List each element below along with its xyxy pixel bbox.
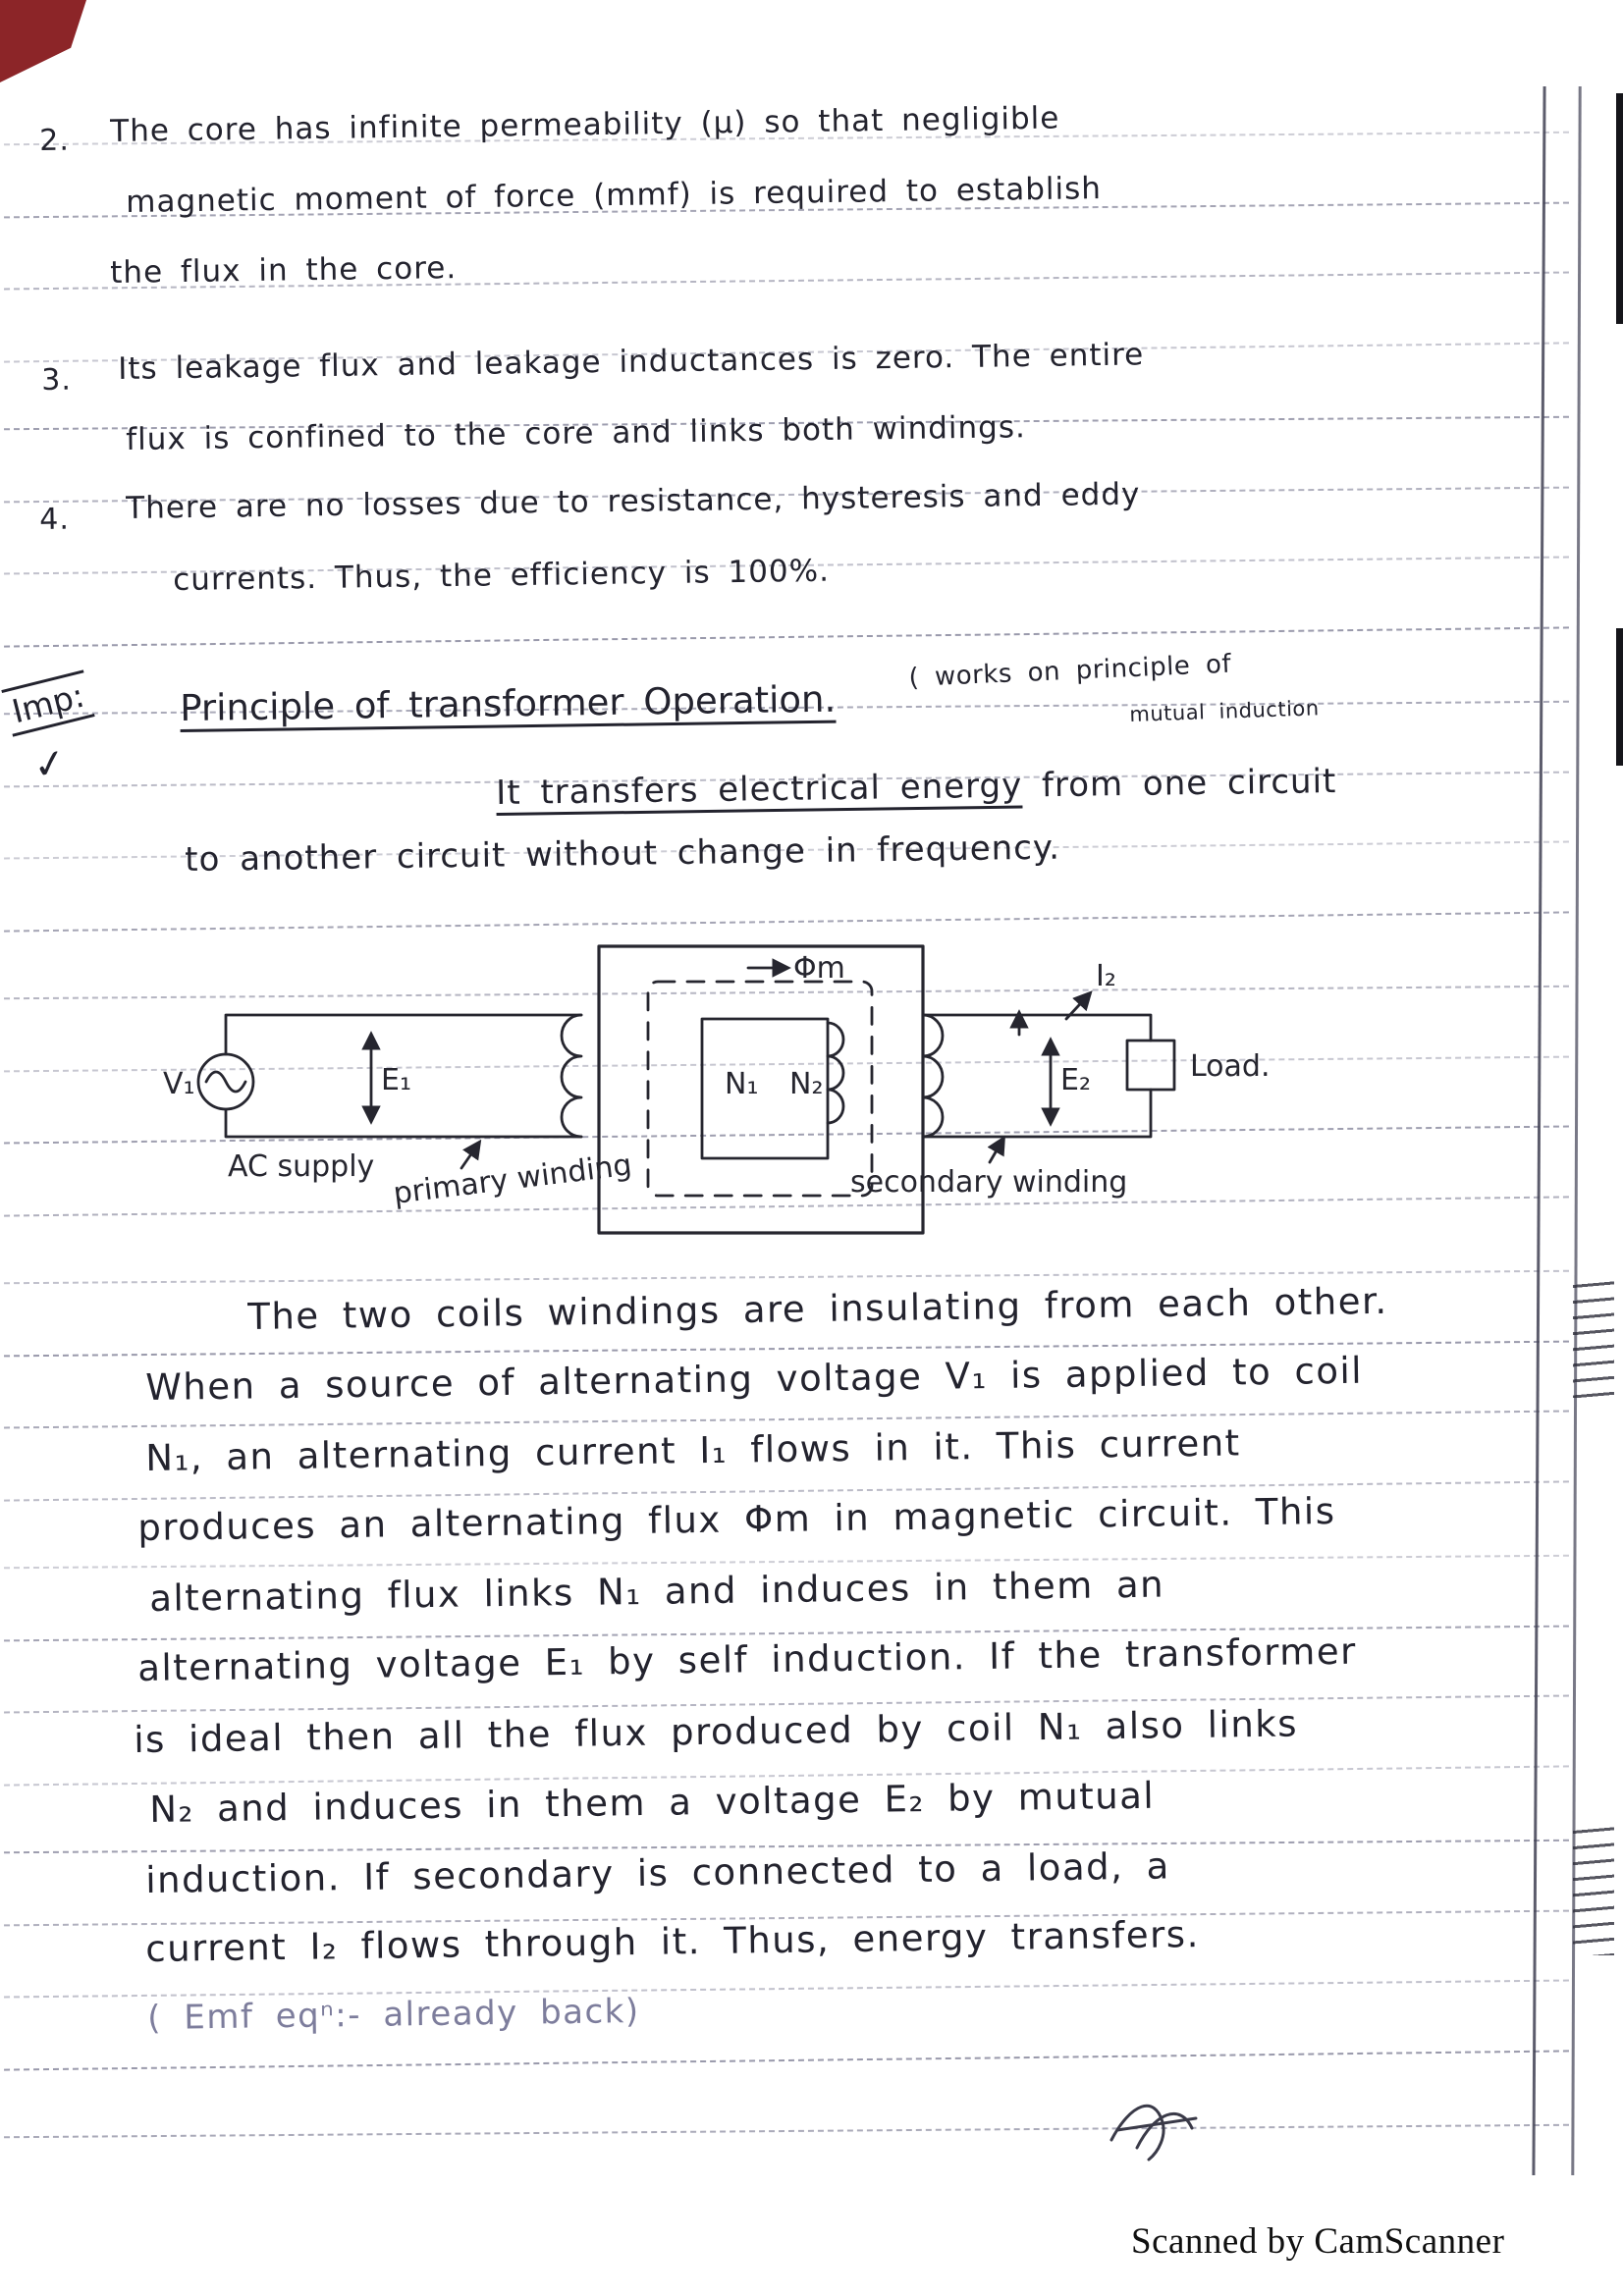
secondary-coil	[923, 1015, 943, 1137]
scan-corner-artifact	[0, 0, 86, 82]
list-item-line: There are no losses due to resistance, hysteresis and eddy	[126, 476, 1141, 526]
section-title: Principle of transformer Operation.	[180, 677, 837, 729]
e2-label: E₂	[1060, 1063, 1091, 1097]
ac-supply-label: AC supply	[228, 1149, 375, 1184]
paragraph-line: N₁, an alternating current I₁ flows in it. This current	[145, 1421, 1241, 1479]
list-item-line: currents. Thus, the efficiency is 100%.	[173, 553, 831, 598]
primary-top-wire	[226, 1015, 581, 1054]
page-edge-mark	[1616, 628, 1623, 766]
subtitle-underlined: It transfers electrical energy	[496, 766, 1023, 813]
list-item-line: magnetic moment of force (mmf) is required to establish	[126, 171, 1103, 220]
n1-label: N₁	[725, 1067, 759, 1101]
secondary-top-wire	[923, 1015, 1151, 1041]
paragraph-line: The two coils windings are insulating from each other.	[247, 1279, 1388, 1338]
paragraph-line: alternating voltage E₁ by self induction. If the transformer	[137, 1629, 1358, 1689]
ruled-line	[4, 626, 1569, 647]
transformer-circuit-diagram	[137, 925, 1355, 1278]
signature-scribble	[1098, 2079, 1216, 2177]
n2-label: N₂	[789, 1067, 824, 1101]
list-item-line: The core has infinite permeability (µ) so that negligible	[110, 100, 1060, 149]
secondary-bottom-wire	[923, 1090, 1151, 1137]
list-item-line: flux is confined to the core and links both windings.	[126, 409, 1027, 457]
v1-label: V₁	[163, 1067, 195, 1101]
secondary-winding-label: secondary winding	[850, 1165, 1128, 1200]
load-box	[1127, 1041, 1174, 1090]
i2-label: I₂	[1096, 959, 1116, 993]
side-note: mutual induction	[1129, 696, 1320, 726]
paragraph-line: produces an alternating flux Φm in magnetic circuit. This	[137, 1489, 1336, 1549]
load-label: Load.	[1190, 1049, 1271, 1084]
ruled-line	[4, 1555, 1569, 1570]
paragraph-line: is ideal then all the flux produced by coil N₁ also links	[134, 1702, 1299, 1761]
subtitle-line	[496, 762, 1337, 813]
subtitle-rest: from one circuit	[1021, 762, 1337, 806]
secondary-label-arrow	[990, 1139, 1003, 1162]
page-edge-mark	[1616, 93, 1623, 324]
footnote-line: ( Emf eqⁿ:- already back)	[147, 1991, 640, 2038]
list-item-line: Its leakage flux and leakage inductances is zero. The entire	[118, 337, 1145, 387]
list-number: 2.	[39, 123, 71, 158]
check-mark: ✓	[29, 739, 71, 790]
margin-hatch-mark	[1573, 1272, 1614, 1398]
e1-label: E₁	[381, 1063, 411, 1097]
ruled-line	[4, 2050, 1569, 2070]
right-margin-line	[1532, 86, 1545, 2175]
window-coil-marks	[828, 1023, 843, 1123]
list-number: 3.	[41, 362, 73, 398]
primary-label-arrow	[461, 1143, 479, 1168]
scanner-credit: Scanned by CamScanner	[1131, 2221, 1505, 2262]
flux-path	[648, 982, 872, 1196]
paragraph-line: current I₂ flows through it. Thus, energy transfers.	[145, 1913, 1201, 1970]
paragraph-line: alternating flux links N₁ and induces in them an	[149, 1563, 1165, 1620]
importance-marker: Imp:	[1, 669, 94, 736]
ruled-line	[4, 1980, 1569, 1999]
ruled-line	[4, 1411, 1569, 1429]
ruled-line	[4, 2124, 1569, 2139]
side-note: ( works on principle of	[908, 649, 1232, 693]
sine-wave-icon	[206, 1072, 245, 1092]
subtitle-line: to another circuit without change in frequency.	[185, 828, 1061, 880]
list-item-line: the flux in the core.	[110, 250, 458, 291]
primary-bottom-wire	[226, 1109, 581, 1137]
list-number: 4.	[39, 502, 71, 537]
primary-coil	[562, 1015, 581, 1137]
paragraph-line: induction. If secondary is connected to a load, a	[145, 1844, 1171, 1901]
margin-hatch-mark	[1573, 1818, 1614, 1955]
flux-label: Φm	[793, 951, 845, 986]
primary-winding-label: primary winding	[391, 1148, 634, 1211]
paragraph-line: N₂ and induces in them a voltage E₂ by mutual	[149, 1774, 1156, 1831]
paragraph-line: When a source of alternating voltage V₁ is applied to coil	[145, 1349, 1364, 1409]
